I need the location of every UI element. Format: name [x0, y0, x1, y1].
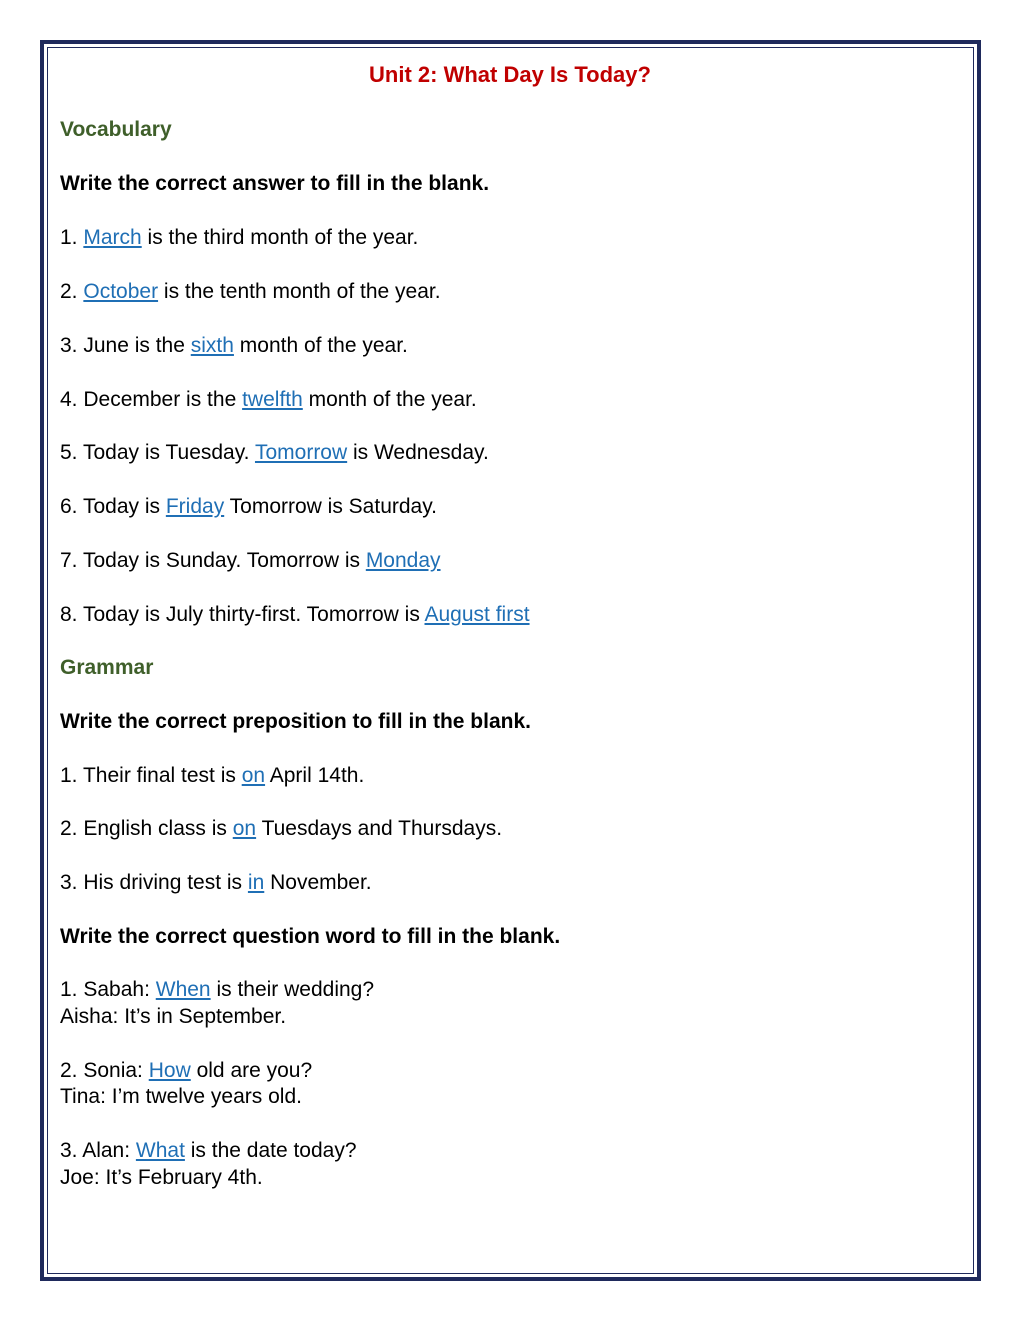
vocab-item-3: 3. June is the sixth month of the year. — [60, 334, 408, 357]
question-item-1: 1. Sabah: When is their wedding? — [60, 978, 375, 1001]
question-reply-3: Joe: It’s February 4th. — [60, 1166, 263, 1189]
answer-link[interactable]: How — [148, 1059, 191, 1082]
answer-link[interactable]: sixth — [190, 334, 234, 357]
question-reply-1: Aisha: It’s in September. — [60, 1005, 287, 1028]
question-reply-2: Tina: I’m twelve years old. — [60, 1085, 302, 1108]
grammar-heading: Grammar — [60, 656, 154, 679]
answer-link[interactable]: on — [241, 764, 266, 787]
question-item-2: 2. Sonia: How old are you? — [60, 1059, 313, 1082]
answer-link[interactable]: on — [232, 817, 257, 840]
vocab-item-6: 6. Today is Friday Tomorrow is Saturday. — [60, 495, 438, 518]
answer-link[interactable]: March — [83, 226, 142, 249]
answer-link[interactable]: Friday — [165, 495, 225, 518]
preposition-item-3: 3. His driving test is in November. — [60, 871, 372, 894]
vocab-item-4: 4. December is the twelfth month of the year. — [60, 388, 477, 411]
preposition-instruction: Write the correct preposition to fill in the blank. — [60, 710, 531, 733]
vocabulary-heading: Vocabulary — [60, 118, 172, 141]
vocabulary-instruction: Write the correct answer to fill in the blank. — [60, 172, 490, 195]
answer-link[interactable]: Tomorrow — [254, 441, 348, 464]
answer-link[interactable]: August first — [424, 603, 530, 626]
preposition-item-1: 1. Their final test is on April 14th. — [60, 764, 365, 787]
preposition-item-2: 2. English class is on Tuesdays and Thursdays. — [60, 817, 503, 840]
vocab-item-2: 2. October is the tenth month of the year. — [60, 280, 441, 303]
page-title: Unit 2: What Day Is Today? — [369, 62, 651, 87]
vocab-item-7: 7. Today is Sunday. Tomorrow is Monday — [60, 549, 441, 572]
vocab-item-1: 1. March is the third month of the year. — [60, 226, 419, 249]
answer-link[interactable]: Monday — [365, 549, 441, 572]
answer-link[interactable]: October — [83, 280, 159, 303]
vocab-item-5: 5. Today is Tuesday. Tomorrow is Wednesday. — [60, 441, 489, 464]
question-item-3: 3. Alan: What is the date today? — [60, 1139, 357, 1162]
answer-link[interactable]: in — [247, 871, 265, 894]
vocab-item-8: 8. Today is July thirty-first. Tomorrow is August first — [60, 603, 530, 626]
question-instruction: Write the correct question word to fill in the blank. — [60, 925, 561, 948]
answer-link[interactable]: What — [135, 1139, 185, 1162]
answer-link[interactable]: When — [155, 978, 211, 1001]
answer-link[interactable]: twelfth — [242, 388, 303, 411]
